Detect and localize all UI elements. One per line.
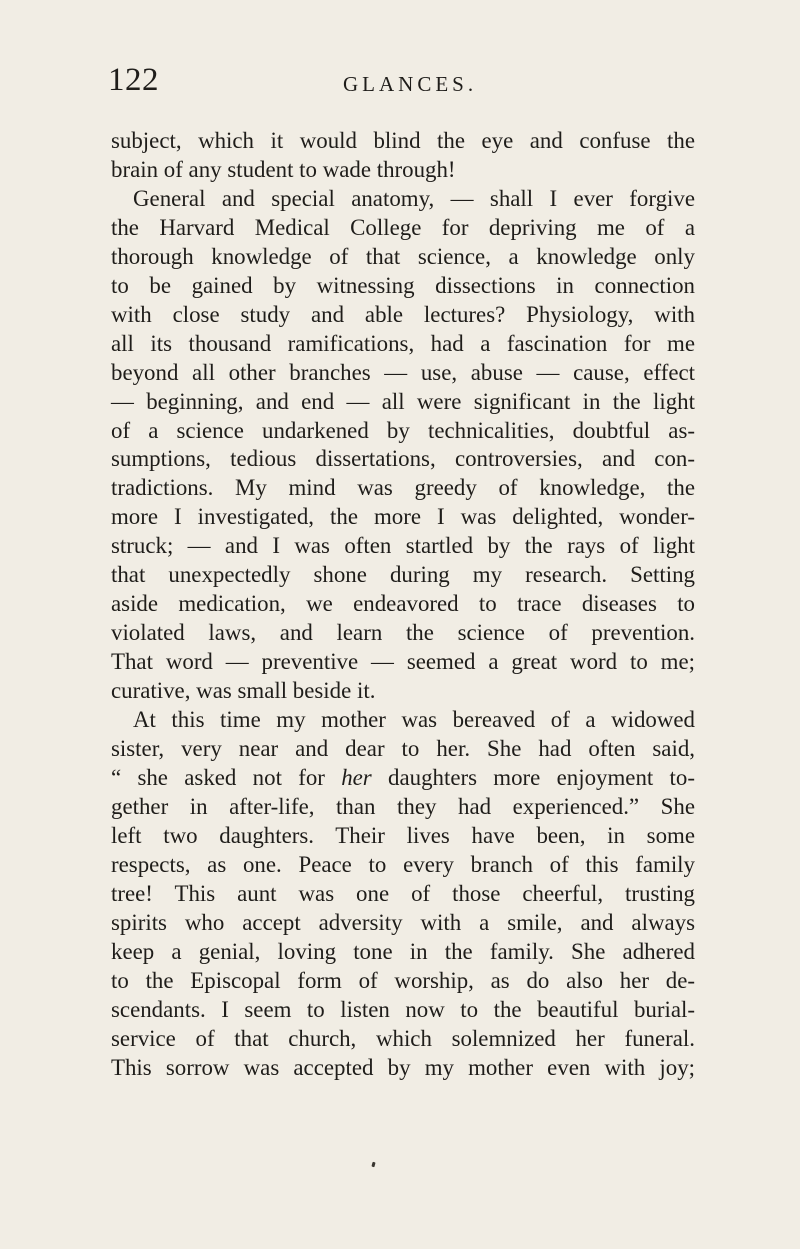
text-line: beyond all other branches — use, abuse — cause, effect: [111, 359, 695, 385]
text-line: At this time my mother was bereaved of a widowed: [133, 707, 695, 733]
text-line: General and special anatomy, — shall I ever forgive: [133, 185, 695, 211]
text-line: of a science undarkened by technicalities, doubtful as-: [111, 417, 695, 443]
text-line: left two daughters. Their lives have been, in some: [111, 822, 695, 848]
text-line: with close study and able lectures? Physiology, with: [111, 301, 695, 327]
text-line: gether in after-life, than they had experienced.” She: [111, 793, 695, 819]
text-line: violated laws, and learn the science of prevention.: [111, 620, 695, 646]
text-line: struck; — and I was often startled by the rays of light: [111, 533, 695, 559]
text-line: That word — preventive — seemed a great word to me;: [111, 649, 695, 675]
text-line: — beginning, and end — all were significant in the light: [111, 388, 695, 414]
text-line: spirits who accept adversity with a smile, and always: [111, 909, 695, 935]
text-line: subject, which it would blind the eye and confuse the: [111, 128, 695, 153]
text-line: all its thousand ramifications, had a fascination for me: [111, 330, 695, 356]
text-line: aside medication, we endeavored to trace diseases to: [111, 591, 695, 617]
text-segment: daughters more enjoyment to-: [371, 764, 695, 790]
text-line: to be gained by witnessing dissections in connection: [111, 272, 695, 298]
text-line: more I investigated, the more I was delighted, wonder-: [111, 504, 695, 530]
text-line: sumptions, tedious dissertations, controversies, and con-: [111, 446, 695, 472]
body-text: [111, 127, 695, 1082]
text-line: thorough knowledge of that science, a knowledge only: [111, 243, 695, 269]
text-line: the Harvard Medical College for depriving me of a: [111, 214, 695, 240]
text-segment: “ she asked not for: [111, 764, 342, 790]
text-line: sister, very near and dear to her. She had often said,: [111, 736, 695, 762]
emphasized-word: her: [341, 764, 372, 790]
page-number: 122: [108, 62, 159, 98]
page-header: [108, 62, 708, 102]
running-head: GLANCES.: [343, 72, 478, 96]
ink-speck: [371, 1162, 375, 1168]
text-line: scendants. I seem to listen now to the beautiful burial-: [111, 996, 695, 1022]
text-line: brain of any student to wade through!: [111, 156, 456, 182]
text-line: tree! This aunt was one of those cheerful, trusting: [111, 880, 695, 906]
text-line: respects, as one. Peace to every branch of this family: [111, 851, 695, 877]
text-line: keep a genial, loving tone in the family. She adhered: [111, 938, 695, 964]
text-line: that unexpectedly shone during my research. Setting: [111, 562, 695, 588]
text-line: tradictions. My mind was greedy of knowledge, the: [111, 475, 695, 501]
text-line: curative, was small beside it.: [111, 678, 376, 704]
text-line: This sorrow was accepted by my mother even with joy;: [111, 1054, 695, 1080]
text-line: [111, 764, 695, 793]
text-line: service of that church, which solemnized her funeral.: [111, 1025, 695, 1051]
text-line: to the Episcopal form of worship, as do also her de-: [111, 967, 695, 993]
